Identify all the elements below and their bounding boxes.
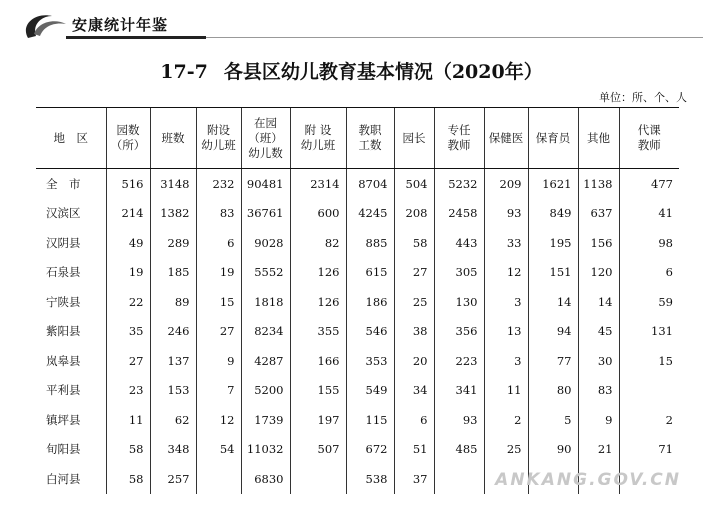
value-cell: 21 [578,435,619,465]
column-header-line: 地 区 [53,130,88,145]
region-name-cell: 宁陕县 [46,294,81,309]
value-cell: 25 [394,287,434,317]
value-cell: 37 [394,464,434,494]
column-header-line: （班） [248,130,283,145]
yearbook-logo-icon [22,10,68,42]
region-name-cell: 汉阴县 [46,235,81,250]
value-cell: 8704 [346,169,394,199]
value-cell: 195 [528,228,578,258]
book-title: 安康统计年鉴 [72,16,169,34]
table-row [36,435,679,465]
value-cell: 83 [196,199,241,229]
column-header-line: 园数 [116,123,140,137]
value-cell: 232 [196,169,241,199]
value-cell: 289 [150,228,196,258]
value-cell: 9 [196,346,241,376]
value-cell: 186 [346,287,394,317]
value-cell: 3 [484,287,528,317]
value-cell: 11 [106,405,150,435]
header-rule [66,36,206,39]
value-cell: 615 [346,258,394,288]
value-cell: 120 [578,258,619,288]
value-cell: 126 [290,287,346,317]
value-cell: 126 [290,258,346,288]
value-cell: 1818 [241,287,290,317]
column-header-line: 教师 [637,138,661,152]
column-header-line: 工数 [358,138,382,152]
column-header-line: 班数 [161,130,185,145]
unit-note: 单位：所、个、人 [599,91,687,104]
value-cell: 246 [150,317,196,347]
value-cell: 93 [434,405,484,435]
value-cell: 1621 [528,169,578,199]
table-row [36,287,679,317]
value-cell: 2 [619,405,679,435]
table-row [36,228,679,258]
value-cell: 223 [434,346,484,376]
value-cell: 27 [196,317,241,347]
column-header-line: 在园 [254,115,277,130]
value-cell: 58 [106,464,150,494]
table-row [36,169,679,199]
value-cell: 1739 [241,405,290,435]
value-cell: 131 [619,317,679,347]
value-cell: 257 [150,464,196,494]
value-cell: 477 [619,169,679,199]
value-cell: 4287 [241,346,290,376]
value-cell: 15 [619,346,679,376]
table-row [36,317,679,347]
value-cell: 89 [150,287,196,317]
column-header-line: 幼儿班 [201,138,236,152]
value-cell: 3 [484,346,528,376]
value-cell: 166 [290,346,346,376]
column-header [290,108,346,169]
value-cell: 2458 [434,199,484,229]
column-header [346,108,394,169]
value-cell: 672 [346,435,394,465]
column-header-line: 幼儿班 [300,138,336,152]
value-cell: 155 [290,376,346,406]
value-cell: 45 [578,317,619,347]
value-cell: 516 [106,169,150,199]
column-header [106,108,150,169]
column-header-line: 教师 [447,138,471,152]
column-header-line: 园长 [402,130,426,145]
value-cell: 93 [484,199,528,229]
value-cell: 6 [196,228,241,258]
column-header-line: （所） [110,138,146,152]
value-cell: 549 [346,376,394,406]
column-header [528,108,578,169]
column-header-line: 幼儿数 [248,145,283,160]
yearbook-header [0,0,703,52]
value-cell: 3148 [150,169,196,199]
value-cell: 9 [578,405,619,435]
column-header-line: 教职 [358,123,382,137]
value-cell: 214 [106,199,150,229]
value-cell: 197 [290,405,346,435]
value-cell: 38 [394,317,434,347]
value-cell: 19 [196,258,241,288]
region-name-cell: 平利县 [46,383,81,398]
value-cell: 54 [196,435,241,465]
value-cell: 94 [528,317,578,347]
column-header-line: 附设 [207,123,230,137]
value-cell: 83 [578,376,619,406]
column-header [196,108,241,169]
value-cell: 5 [528,405,578,435]
value-cell: 546 [346,317,394,347]
column-header-line: 保健医 [488,130,524,145]
value-cell [619,376,679,406]
column-header-line: 保育员 [535,130,571,145]
value-cell: 5552 [241,258,290,288]
value-cell: 849 [528,199,578,229]
table-body [36,169,679,494]
value-cell: 538 [346,464,394,494]
value-cell: 130 [434,287,484,317]
value-cell: 27 [106,346,150,376]
column-header [619,108,679,169]
column-header [36,108,106,169]
value-cell: 82 [290,228,346,258]
column-header-line: 其他 [587,130,610,145]
value-cell: 58 [394,228,434,258]
value-cell: 485 [434,435,484,465]
value-cell [434,464,484,494]
value-cell: 41 [619,199,679,229]
value-cell: 6 [619,258,679,288]
value-cell: 1138 [578,169,619,199]
table-row [36,376,679,406]
value-cell: 341 [434,376,484,406]
value-cell: 4245 [346,199,394,229]
region-name-cell: 汉滨区 [46,206,81,221]
value-cell: 58 [106,435,150,465]
value-cell: 11032 [241,435,290,465]
value-cell: 153 [150,376,196,406]
column-header-line: 附 设 [304,123,332,137]
watermark: ANKANG.GOV.CN [495,470,681,490]
value-cell: 33 [484,228,528,258]
value-cell: 5232 [434,169,484,199]
value-cell: 5200 [241,376,290,406]
value-cell: 27 [394,258,434,288]
column-header [241,108,290,169]
value-cell: 11 [484,376,528,406]
value-cell: 1382 [150,199,196,229]
column-header [434,108,484,169]
value-cell: 25 [484,435,528,465]
value-cell: 2 [484,405,528,435]
value-cell: 51 [394,435,434,465]
value-cell: 8234 [241,317,290,347]
value-cell: 80 [528,376,578,406]
value-cell: 637 [578,199,619,229]
value-cell: 353 [346,346,394,376]
table-title-text: 各县区幼儿教育基本情况（2020年） [223,61,543,83]
value-cell: 6830 [241,464,290,494]
value-cell: 885 [346,228,394,258]
value-cell: 30 [578,346,619,376]
value-cell: 12 [196,405,241,435]
value-cell: 90481 [241,169,290,199]
column-header [394,108,434,169]
value-cell: 9028 [241,228,290,258]
value-cell: 600 [290,199,346,229]
column-header [484,108,528,169]
table-number: 17-7 [160,61,208,83]
value-cell: 35 [106,317,150,347]
table-row [36,258,679,288]
region-name-cell: 镇坪县 [46,412,81,427]
value-cell: 355 [290,317,346,347]
value-cell: 13 [484,317,528,347]
value-cell: 77 [528,346,578,376]
table-title [0,57,703,84]
value-cell: 504 [394,169,434,199]
region-name-cell: 紫阳县 [46,324,81,339]
table-header-row [36,108,679,169]
value-cell: 71 [619,435,679,465]
region-name-cell: 旬阳县 [46,442,81,457]
value-cell: 19 [106,258,150,288]
value-cell: 185 [150,258,196,288]
table-row [36,199,679,229]
value-cell: 22 [106,287,150,317]
value-cell: 49 [106,228,150,258]
value-cell: 208 [394,199,434,229]
column-header-line: 专任 [447,123,471,137]
value-cell: 36761 [241,199,290,229]
value-cell: 151 [528,258,578,288]
value-cell: 14 [528,287,578,317]
table-row [36,405,679,435]
column-header-line: 代课 [637,123,661,137]
value-cell: 305 [434,258,484,288]
table-row [36,346,679,376]
value-cell: 356 [434,317,484,347]
value-cell: 34 [394,376,434,406]
value-cell [196,464,241,494]
region-name-cell: 白河县 [46,471,81,486]
value-cell: 62 [150,405,196,435]
value-cell: 507 [290,435,346,465]
value-cell: 209 [484,169,528,199]
value-cell: 137 [150,346,196,376]
value-cell: 14 [578,287,619,317]
value-cell: 15 [196,287,241,317]
value-cell: 6 [394,405,434,435]
kindergarten-table [36,107,679,494]
value-cell: 90 [528,435,578,465]
value-cell: 443 [434,228,484,258]
region-name-cell: 石泉县 [46,265,81,280]
column-header [578,108,619,169]
value-cell: 12 [484,258,528,288]
value-cell: 98 [619,228,679,258]
value-cell: 7 [196,376,241,406]
region-name-cell: 岚皋县 [46,353,81,368]
value-cell: 59 [619,287,679,317]
header-rule-thin [206,37,703,38]
value-cell: 23 [106,376,150,406]
value-cell: 2314 [290,169,346,199]
column-header [150,108,196,169]
value-cell: 156 [578,228,619,258]
value-cell: 348 [150,435,196,465]
value-cell: 115 [346,405,394,435]
region-name-cell: 全 市 [46,176,81,191]
value-cell: 20 [394,346,434,376]
value-cell [290,464,346,494]
